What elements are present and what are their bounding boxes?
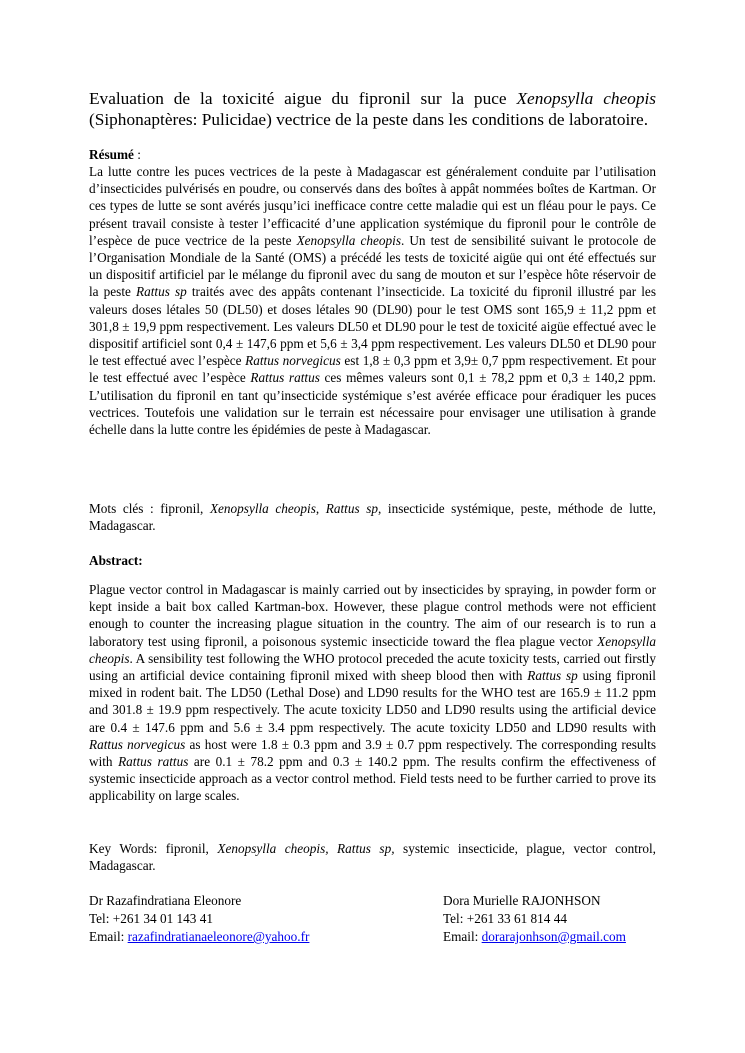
author-email-link[interactable]: razafindratianaeleonore@yahoo.fr: [127, 929, 310, 944]
abstract-text-5: are 0.1 ± 78.2 ppm and 0.3 ± 140.2 ppm. The results confirm the effectiveness of systemic insecticide approach as a vector control method. Field tests need to be further carried to prove its applicability on large scales.: [89, 754, 657, 804]
resume-italic-2: Rattus sp: [136, 284, 187, 300]
title-species: Xenopsylla cheopis: [516, 89, 656, 108]
mots-cles-italic-1: Xenopsylla cheopis: [209, 501, 316, 516]
resume-heading-line: [89, 146, 656, 163]
abstract-italic-1: Xenopsylla cheopis: [89, 633, 656, 666]
resume-italic-4: Rattus rattus: [250, 370, 320, 386]
mots-cles-paragraph: [89, 500, 656, 534]
author-email-label: Email:: [443, 929, 482, 944]
abstract-text-2: . A sensibility test following the WHO protocol preceded the acute toxicity tests, carried out firstly using an artificial device containing fipronil mixed with sheep blood then with: [89, 650, 656, 684]
key-words-suffix: systemic insecticide, plague, vector control, Madagascar.: [89, 841, 656, 874]
resume-heading: Résumé: [89, 147, 134, 162]
paper-title: [89, 88, 656, 130]
key-words-italic: Xenopsylla cheopis, Rattus sp,: [217, 841, 395, 856]
abstract-italic-2: Rattus sp: [527, 668, 578, 684]
abstract-italic-3: Rattus norvegicus: [89, 736, 186, 752]
author-contact-1: [89, 892, 309, 946]
author-email-link[interactable]: dorarajonhson@gmail.com: [481, 929, 626, 944]
resume-heading-suffix: :: [133, 147, 141, 162]
key-words-prefix: Key Words: fipronil,: [89, 841, 218, 856]
resume-text-1: La lutte contre les puces vectrices de la peste à Madagascar est généralement conduite par l’utilisation d’insecticides pulvérisés en poudre, ou conservés dans des boîtes à appât nommées boîtes de Kartman. Or ces types de lutte se sont avérés jusqu’ici inefficace contre cette maladie qui est un fléau pour le pays. Ce présent travail consiste à tester l’efficacité d’une application systémique du fipronil pour le contrôle de l’espèce de puce vectrice de la peste: [89, 164, 656, 248]
author-name: Dr Razafindratiana Eleonore: [89, 893, 242, 908]
author-tel: Tel: +261 33 61 814 44: [443, 911, 567, 926]
resume-text-2: . Un test de sensibilité suivant le protocole de l’Organisation Mondiale de la Santé (OMS) a précédé les tests de toxicité aigüe qui ont été effectués sur un dispositif artificiel par le mélange du fipronil avec du sang de mouton et sur l’espèce hôte réservoir de la peste: [89, 232, 656, 300]
abstract-italic-4: Rattus rattus: [118, 754, 189, 770]
author-email-line: [89, 928, 309, 946]
author-email-line: [443, 928, 626, 946]
author-name: Dora Murielle RAJONHSON: [443, 893, 601, 908]
author-tel: Tel: +261 34 01 143 41: [89, 911, 213, 926]
author-contact-2: [443, 892, 626, 946]
resume-text-4: est 1,8 ± 0,3 ppm et 3,9± 0,7 ppm respectivement. Et pour le test effectué avec l’espèce: [89, 353, 657, 386]
abstract-heading: Abstract:: [89, 553, 143, 568]
resume-text-3: traités avec des appâts contenant l’insecticide. La toxicité du fipronil illustré par les valeurs doses létales 50 (DL50) et doses létales 90 (DL90) pour le test OMS sont 165,9 ± 11,2 ppm et 301,8 ± 19,9 ppm respectivement. Les valeurs DL50 et DL90 pour le test de toxicité aigüe effectué avec le dispositif artificiel sont 0,4 ± 147,6 ppm et 5,6 ± 3,4 ppm respectivement. Les valeurs DL50 et DL90 pour le test effectué avec l’espèce: [89, 284, 656, 369]
resume-paragraph: [89, 163, 656, 438]
mots-cles-italic-2: Rattus sp: [325, 501, 379, 516]
title-text-end: (Siphonaptères: Pulicidae) vectrice de la peste dans les conditions de laboratoire.: [89, 110, 649, 129]
abstract-text-4: as host were 1.8 ± 0.3 ppm and 3.9 ± 0.7 ppm respectively. The corresponding results with: [89, 736, 657, 770]
abstract-text-3: using fipronil mixed in rodent bait. The LD50 (Lethal Dose) and LD90 results for the WHO test are 165.9 ± 11.2 ppm and 301.8 ± 19.9 ppm respectively. The acute toxicity LD50 and LD90 results using the artificial device are 0.4 ± 147.6 ppm and 5.6 ± 3.4 ppm respectively. The acute toxicity LD50 and LD90 results with: [89, 668, 656, 735]
key-words-paragraph: [89, 840, 656, 874]
mots-cles-prefix: Mots clés : fipronil,: [89, 501, 210, 516]
resume-italic-1: Xenopsylla cheopis: [296, 232, 401, 248]
resume-text-5: ces mêmes valeurs sont 0,1 ± 78,2 ppm et 0,3 ± 140,2 ppm. L’utilisation du fipronil en tant qu’insecticide systémique s’est avérée efficace pour éradiquer les puces vectrices. Toutefois une validation sur le terrain est nécessaire pour envisager une utilisation à grande échelle dans la lutte contre les épidémies de peste à Madagascar.: [89, 370, 656, 438]
author-email-label: Email:: [89, 929, 128, 944]
mots-cles-suffix: , insecticide systémique, peste, méthode de lutte, Madagascar.: [89, 501, 656, 534]
title-text-start: Evaluation de la toxicité aigue du fipronil sur la puce: [89, 89, 517, 108]
resume-italic-3: Rattus norvegicus: [245, 353, 341, 369]
abstract-paragraph: [89, 581, 656, 805]
abstract-text-1: Plague vector control in Madagascar is mainly carried out by insecticides by spraying, in powder form or kept inside a bait box called Kartman-box. However, these plague control methods were not efficient enough to counter the increasing plague situation in the country. The aim of our research is to run a laboratory test using fipronil, a poisonous systemic insecticide toward the flea plague vector: [89, 582, 656, 649]
mots-cles-separator: ,: [315, 501, 326, 516]
